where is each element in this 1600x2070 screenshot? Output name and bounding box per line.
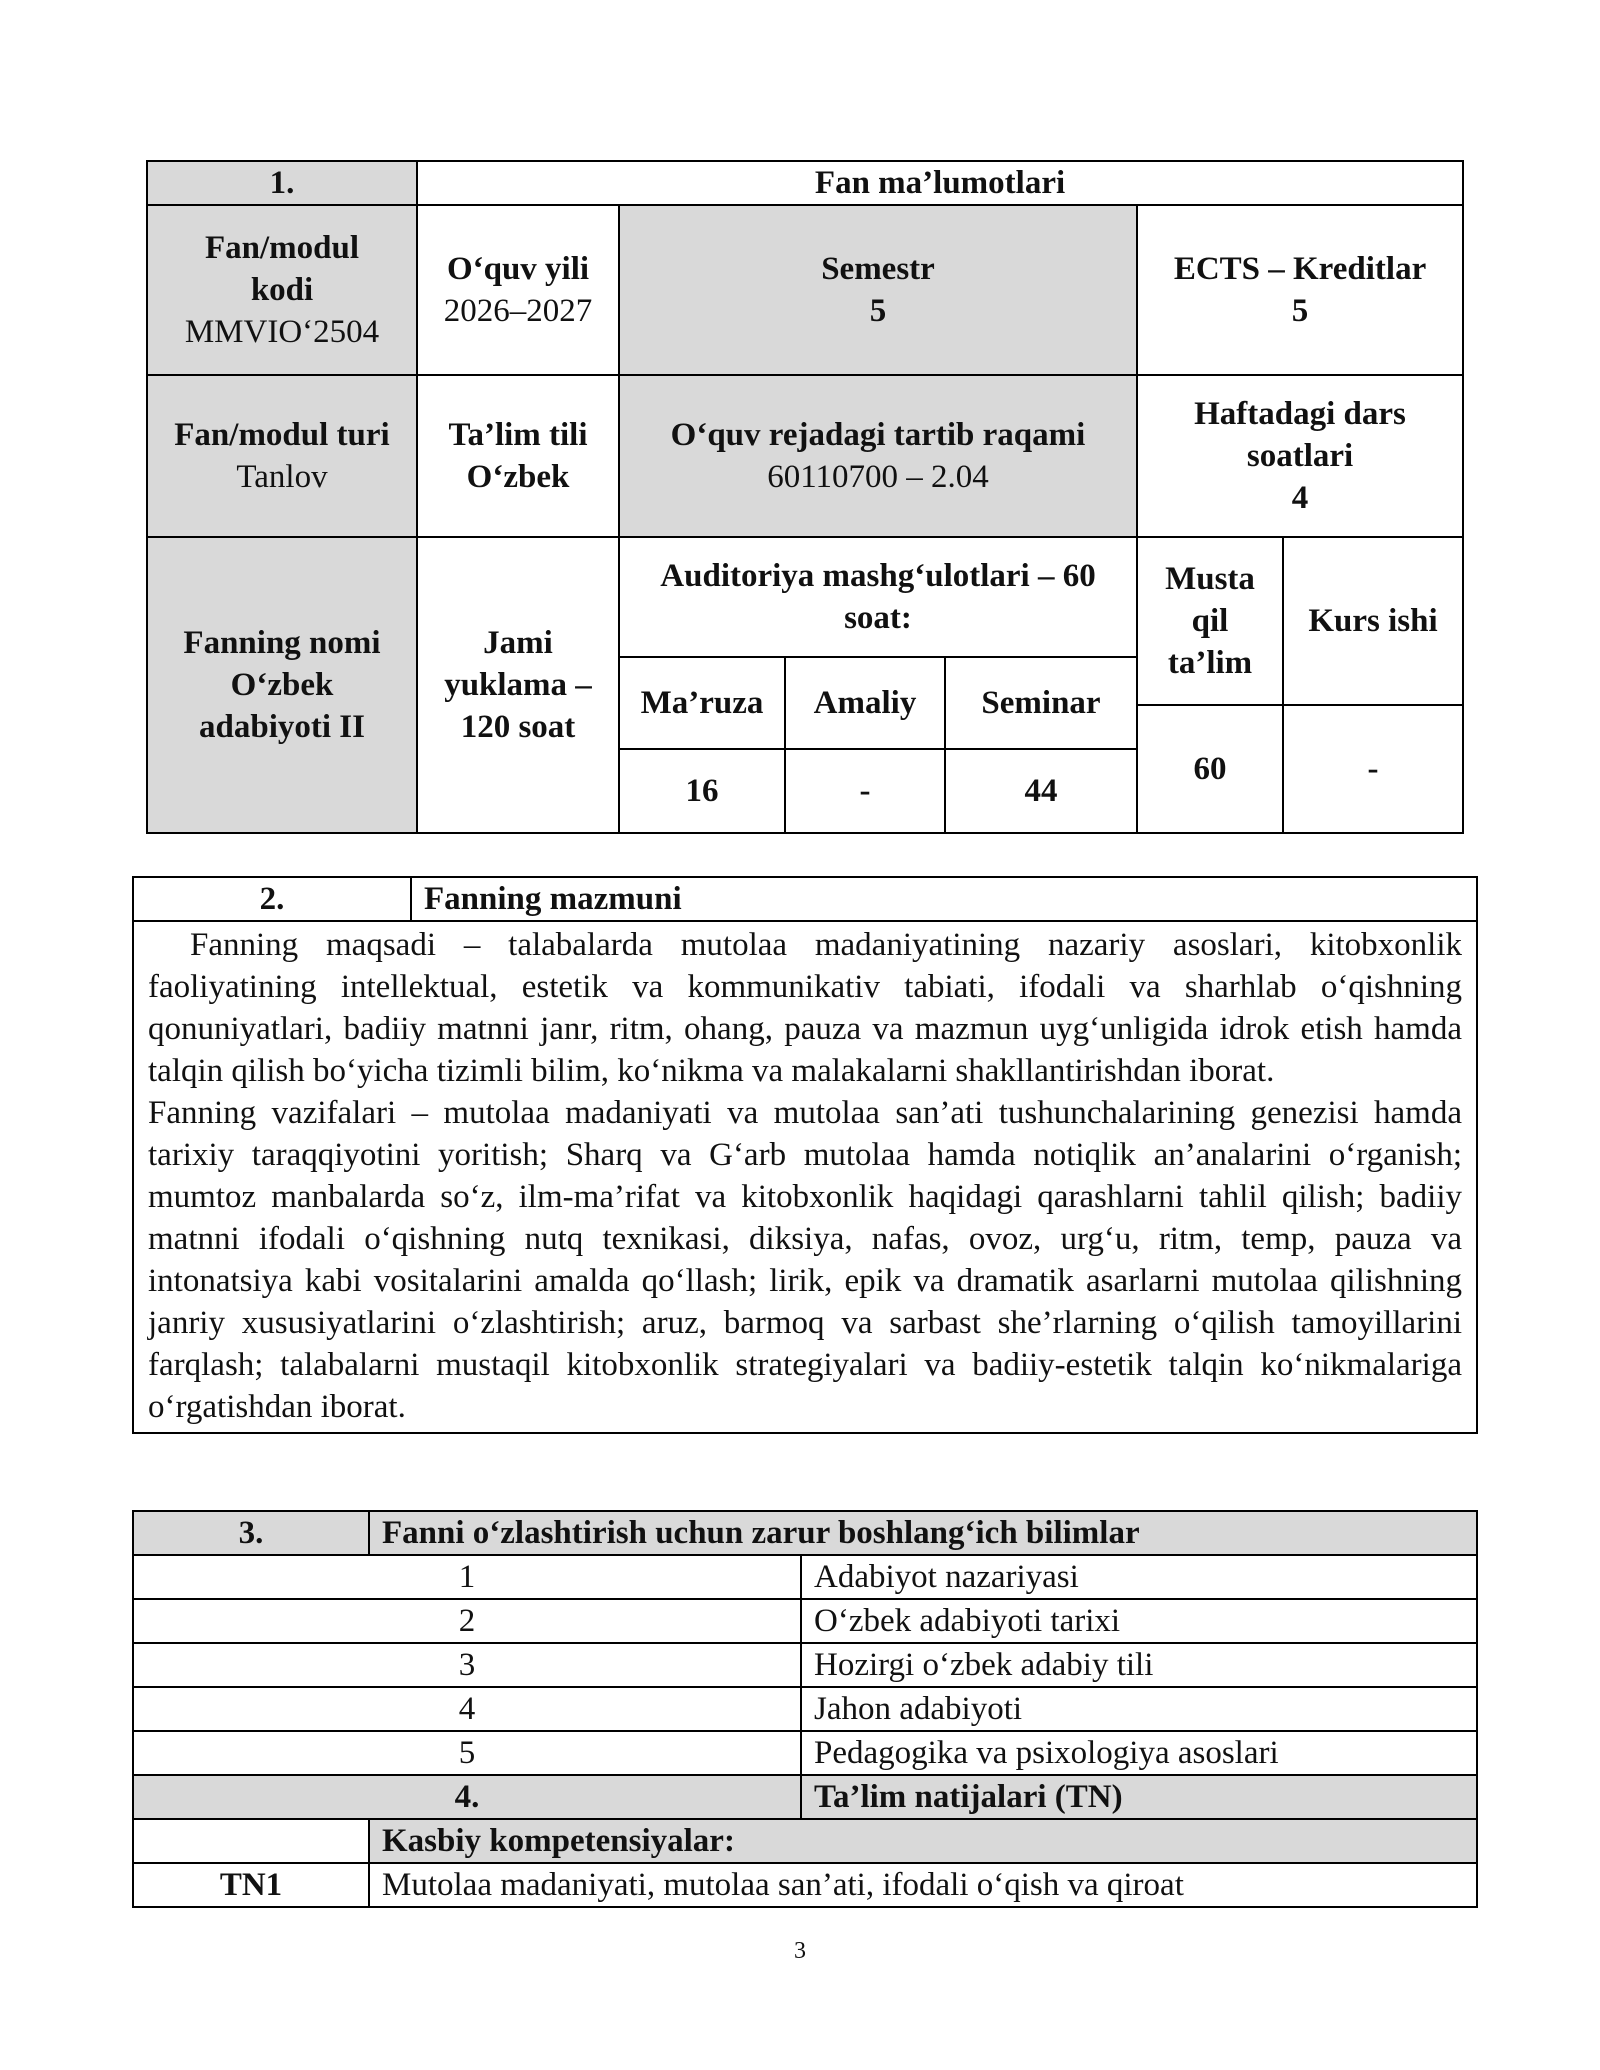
- empty-cell: [133, 1819, 369, 1863]
- lecture-label: Ma’ruza: [619, 657, 785, 749]
- prerequisite-number: 1: [133, 1555, 801, 1599]
- coursework-value: -: [1283, 705, 1463, 833]
- module-code-value: MMVIO‘2504: [184, 314, 380, 350]
- prerequisite-name: Hozirgi o‘zbek adabiy tili: [801, 1643, 1477, 1687]
- practice-label: Amaliy: [785, 657, 945, 749]
- page-number: 3: [794, 1938, 806, 1964]
- competencies-heading: Kasbiy kompetensiyalar:: [369, 1819, 1477, 1863]
- prerequisite-name: O‘zbek adabiyoti tarixi: [801, 1599, 1477, 1643]
- subject-info-table: [146, 160, 1464, 834]
- section-number: 4.: [133, 1775, 801, 1819]
- coursework-cell: Kurs ishi: [1283, 537, 1463, 705]
- prerequisite-number: 3: [133, 1643, 801, 1687]
- module-type-cell: Fan/modul turi Tanlov: [147, 375, 417, 537]
- total-load-cell: Jami yuklama – 120 soat: [417, 537, 619, 833]
- seminar-label: Seminar: [945, 657, 1137, 749]
- content-text-cell: [133, 921, 1477, 1433]
- outcome-label: TN1: [133, 1863, 369, 1907]
- section-number: 2.: [133, 877, 411, 921]
- module-code-cell: Fan/modul kodi MMVIO‘2504: [147, 205, 417, 375]
- prerequisite-name: Pedagogika va psixologiya asoslari: [801, 1731, 1477, 1775]
- prerequisite-name: Jahon adabiyoti: [801, 1687, 1477, 1731]
- subject-content-table: [132, 876, 1478, 1434]
- section-title: Ta’lim natijalari (TN): [801, 1775, 1477, 1819]
- auditorium-hours-cell: Auditoriya mashg‘ulotlari – 60 soat:: [619, 537, 1137, 657]
- section-number: 3.: [133, 1511, 369, 1555]
- academic-year-cell: O‘quv yili 2026–2027: [417, 205, 619, 375]
- subject-name-cell: Fanning nomi O‘zbek adabiyoti II: [147, 537, 417, 833]
- seminar-value: 44: [945, 749, 1137, 833]
- outcome-text: Mutolaa madaniyati, mutolaa san’ati, ifodali o‘qish va qiroat: [369, 1863, 1477, 1907]
- prerequisite-number: 5: [133, 1731, 801, 1775]
- weekly-hours-cell: Haftadagi dars soatlari 4: [1137, 375, 1463, 537]
- section-title: Fan ma’lumotlari: [417, 161, 1463, 205]
- language-cell: Ta’lim tili O‘zbek: [417, 375, 619, 537]
- goal-paragraph: Fanning maqsadi – talabalarda mutolaa madaniyatining nazariy asoslari, kitobxonlik faoliyatining intellektual, estetik va kommunikativ tabiati, ifodali va sharhlab o‘qishning qonuniyatlari, badiiy matnni janr, ritm, ohang, pauza va mazmun uyg‘unligida idrok etish hamda talqin qilish bo‘yicha tizimli bilim, ko‘nikma va malakalarni shakllantirishdan iborat.: [148, 927, 1462, 1089]
- prerequisite-number: 4: [133, 1687, 801, 1731]
- section-number: 1.: [147, 161, 417, 205]
- semester-cell: Semestr 5: [619, 205, 1137, 375]
- tasks-paragraph: Fanning vazifalari – mutolaa madaniyati va mutolaa san’ati tushunchalarining genezisi hamda tarixiy taraqqiyotini yoritish; Sharq va G‘arb mutolaa hamda notiqlik an’analarini o‘rganish; mumtoz manbalarda so‘z, ilm-ma’rifat va kitobxonlik haqidagi qarashlarni tahlil qilish; badiiy matnni ifodali o‘qishning nutq texnikasi, diksiya, nafas, ovoz, urg‘u, ritm, temp, pauza va intonatsiya kabi vositalarini amalda qo‘llash; lirik, epik va dramatik asarlarni mutolaa qilishning janriy xususiyatlarini o‘zlashtirish; aruz, barmoq va sarbast she’rlarning o‘qilish tamoyillarini farqlash; talabalarni mustaqil kitobxonlik strategiyalari va badiiy-estetik talqin ko‘nikmalariga o‘rgatishdan iborat.: [148, 1095, 1462, 1425]
- independent-study-value: 60: [1137, 705, 1283, 833]
- lecture-value: 16: [619, 749, 785, 833]
- section-title: Fanni o‘zlashtirish uchun zarur boshlang‘ich bilimlar: [369, 1511, 1477, 1555]
- independent-study-cell: Musta qil ta’lim: [1137, 537, 1283, 705]
- prerequisite-number: 2: [133, 1599, 801, 1643]
- prerequisite-name: Adabiyot nazariyasi: [801, 1555, 1477, 1599]
- section-title: Fanning mazmuni: [411, 877, 1477, 921]
- plan-number-cell: O‘quv rejadagi tartib raqami 60110700 – 2.04: [619, 375, 1137, 537]
- practice-value: -: [785, 749, 945, 833]
- prerequisites-and-outcomes-table: [132, 1510, 1478, 1908]
- ects-cell: ECTS – Kreditlar 5: [1137, 205, 1463, 375]
